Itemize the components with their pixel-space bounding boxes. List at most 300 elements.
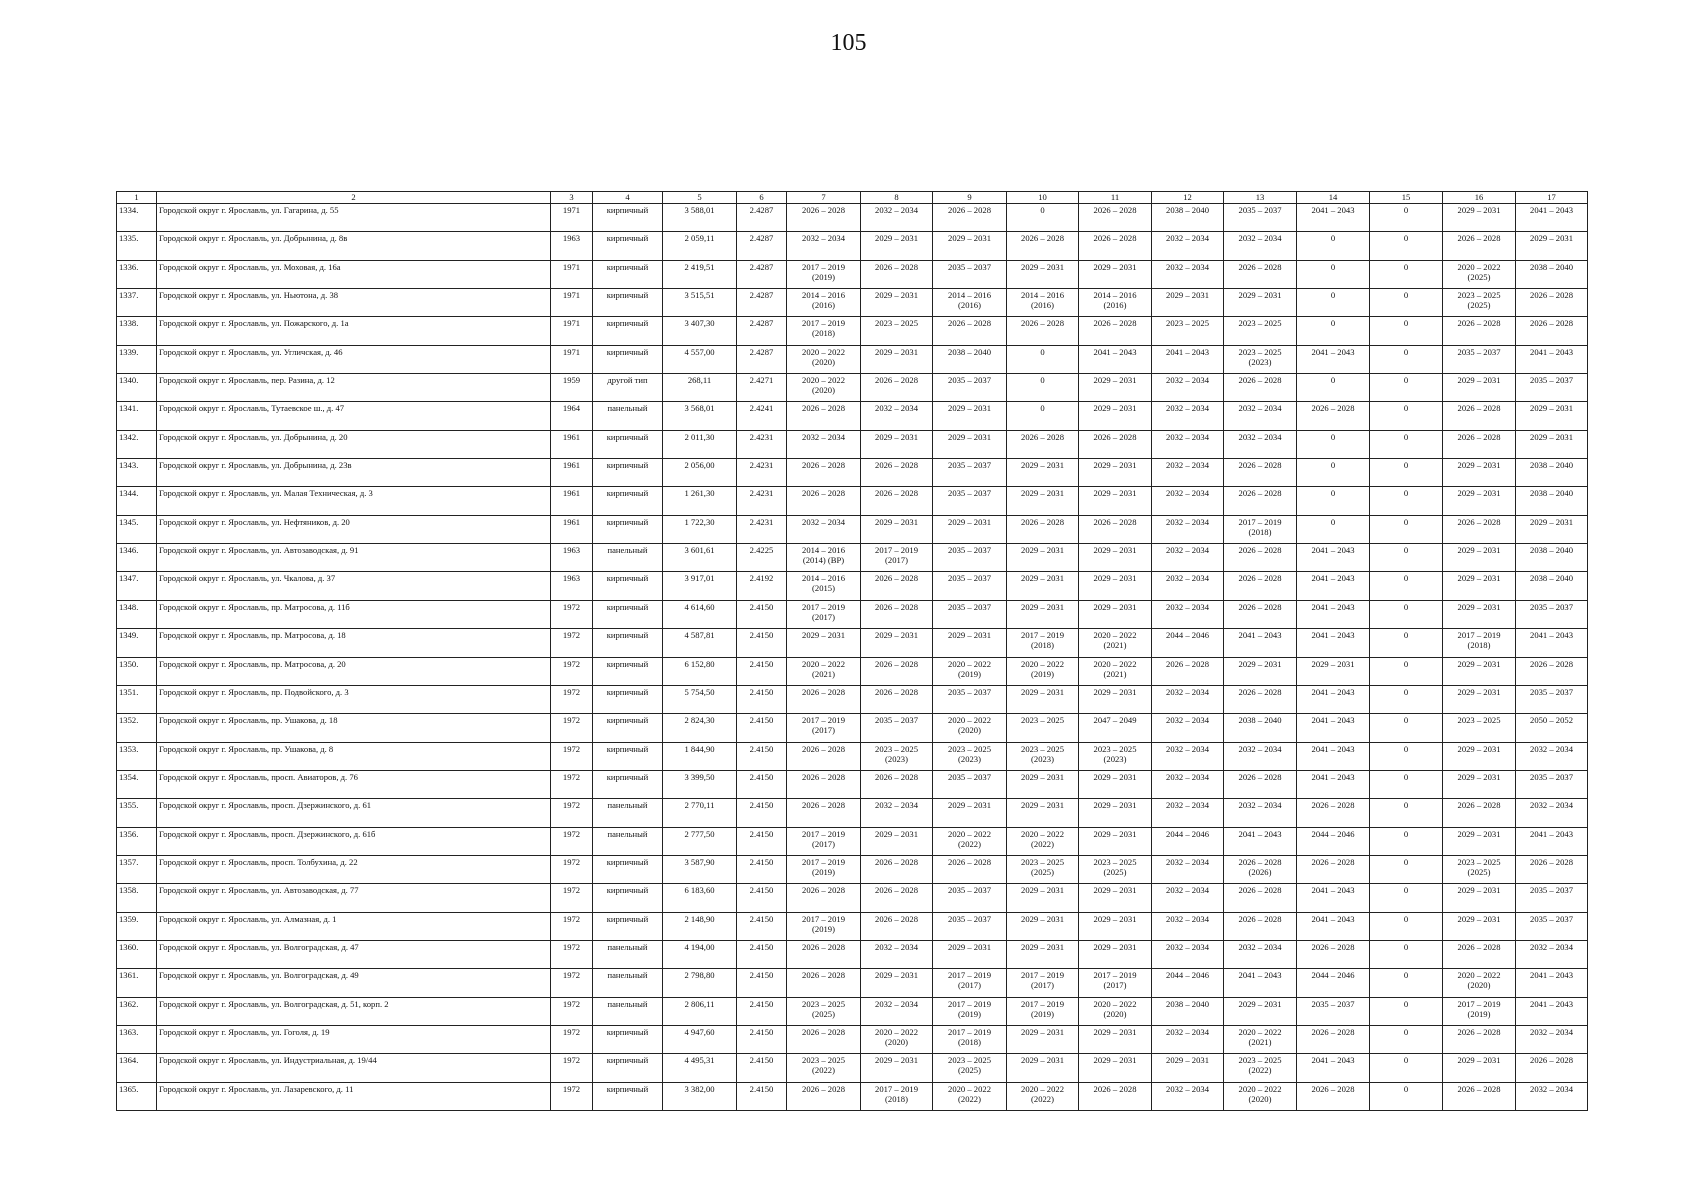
- column-header-5: 5: [663, 192, 737, 204]
- table-cell-col-12: [1152, 374, 1224, 402]
- cell-value: 2017 – 2019: [948, 998, 991, 1009]
- cell-value: 2026 – 2028: [1238, 261, 1282, 272]
- table-cell-col-16: [1443, 459, 1516, 487]
- table-cell-col-17: [1516, 260, 1588, 288]
- table-cell-col-17: [1516, 515, 1588, 543]
- cell-value: 2020 – 2022: [1021, 1083, 1064, 1094]
- cell-value: 2 798,80: [684, 970, 715, 981]
- column-header-11: 11: [1079, 192, 1152, 204]
- table-cell-col-6: [737, 1025, 787, 1053]
- table-cell-col-7: [787, 912, 861, 940]
- cell-value: 0: [1403, 290, 1409, 301]
- cell-value: 2017 – 2019: [875, 545, 918, 556]
- cell-value: 2041 – 2043: [1311, 545, 1355, 556]
- table-cell-col-17: [1516, 402, 1588, 430]
- cell-value: 2026 – 2028: [875, 686, 918, 697]
- table-cell-col-17: [1516, 685, 1588, 713]
- cell-value: 2029 – 2031: [948, 800, 991, 811]
- cell-value: 2041 – 2043: [1530, 970, 1573, 981]
- cell-value: Городской округ г. Ярославль, пер. Разина, д. 12: [159, 375, 335, 386]
- cell-value: 1972: [562, 856, 581, 867]
- cell-value: Городской округ г. Ярославль, ул. Малая Техническая, д. 3: [159, 488, 373, 499]
- cell-value: 1972: [562, 686, 581, 697]
- table-cell-col-16: [1443, 289, 1516, 317]
- cell-value: 0: [1403, 460, 1409, 471]
- cell-value: 1365.: [119, 1083, 139, 1094]
- cell-actual-year: (2025): [1467, 271, 1491, 282]
- table-cell-col-9: [933, 1082, 1007, 1110]
- cell-actual-year: (2022): [1248, 1065, 1272, 1076]
- table-cell-col-1: [117, 204, 157, 232]
- table-cell-col-2: [157, 770, 551, 798]
- cell-value: 4 614,60: [684, 601, 715, 612]
- table-row: [117, 260, 1588, 288]
- cell-value: кирпичный: [606, 488, 649, 499]
- cell-value: 1360.: [119, 941, 139, 952]
- cell-value: 2029 – 2031: [1093, 488, 1137, 499]
- table-cell-col-16: [1443, 884, 1516, 912]
- table-cell-col-15: [1370, 515, 1443, 543]
- table-cell-col-3: [551, 289, 593, 317]
- cell-value: 2032 – 2034: [1166, 403, 1209, 414]
- cell-value: панельный: [607, 970, 648, 981]
- cell-value: 0: [1403, 913, 1409, 924]
- cell-value: 2029 – 2031: [1311, 658, 1355, 669]
- cell-value: 2032 – 2034: [1530, 941, 1573, 952]
- table-cell-col-16: [1443, 742, 1516, 770]
- table-cell-col-7: [787, 515, 861, 543]
- table-cell-col-15: [1370, 260, 1443, 288]
- table-cell-col-15: [1370, 430, 1443, 458]
- cell-value: 2.4150: [749, 1083, 774, 1094]
- table-cell-col-4: [593, 515, 663, 543]
- cell-value: 2026 – 2028: [875, 375, 918, 386]
- table-cell-col-11: [1079, 374, 1152, 402]
- table-cell-col-10: [1007, 714, 1079, 742]
- cell-value: 2029 – 2031: [1457, 205, 1501, 215]
- cell-value: 2026 – 2028: [1021, 318, 1064, 329]
- table-cell-col-1: [117, 1054, 157, 1082]
- cell-value: панельный: [607, 545, 648, 556]
- cell-value: 0: [1403, 970, 1409, 981]
- table-cell-col-8: [861, 912, 933, 940]
- table-cell-col-6: [737, 1054, 787, 1082]
- cell-value: 1972: [562, 941, 581, 952]
- cell-value: 2029 – 2031: [1093, 913, 1137, 924]
- table-cell-col-6: [737, 430, 787, 458]
- cell-actual-year: (2019): [812, 866, 835, 877]
- table-cell-col-3: [551, 260, 593, 288]
- cell-value: 0: [1403, 545, 1409, 556]
- cell-value: 2029 – 2031: [1166, 1055, 1209, 1066]
- cell-value: 2029 – 2031: [1021, 1055, 1064, 1066]
- cell-value: 2035 – 2037: [948, 686, 991, 697]
- table-cell-col-4: [593, 317, 663, 345]
- table-cell-col-10: [1007, 629, 1079, 657]
- table-cell-col-10: [1007, 912, 1079, 940]
- table-cell-col-10: [1007, 459, 1079, 487]
- cell-value: кирпичный: [606, 261, 649, 272]
- cell-value: 2032 – 2034: [1166, 856, 1209, 867]
- table-cell-col-2: [157, 204, 551, 232]
- table-cell-col-14: [1297, 657, 1370, 685]
- cell-value: 2.4150: [749, 970, 774, 981]
- cell-value: 2 777,50: [684, 828, 715, 839]
- table-cell-col-13: [1224, 685, 1297, 713]
- cell-value: 2029 – 2031: [875, 1055, 918, 1066]
- cell-actual-year: (2018): [958, 1036, 981, 1047]
- cell-value: 2026 – 2028: [1530, 856, 1573, 867]
- table-cell-col-2: [157, 260, 551, 288]
- table-cell-col-9: [933, 714, 1007, 742]
- table-cell-col-2: [157, 289, 551, 317]
- cell-value: 2023 – 2025: [802, 1055, 845, 1066]
- table-cell-col-10: [1007, 657, 1079, 685]
- cell-value: 2029 – 2031: [948, 431, 991, 442]
- cell-value: 2029 – 2031: [875, 828, 918, 839]
- table-cell-col-2: [157, 430, 551, 458]
- cell-value: 1 722,30: [684, 516, 715, 527]
- cell-value: 2032 – 2034: [1166, 941, 1209, 952]
- table-cell-col-7: [787, 1025, 861, 1053]
- table-cell-col-13: [1224, 742, 1297, 770]
- cell-value: 2020 – 2022: [1238, 1026, 1282, 1037]
- table-cell-col-4: [593, 572, 663, 600]
- table-cell-col-3: [551, 969, 593, 997]
- cell-actual-year: (2022): [958, 838, 981, 849]
- table-cell-col-9: [933, 997, 1007, 1025]
- table-cell-col-16: [1443, 1054, 1516, 1082]
- table-cell-col-10: [1007, 204, 1079, 232]
- cell-value: 2026 – 2028: [1311, 403, 1355, 414]
- table-cell-col-16: [1443, 572, 1516, 600]
- table-cell-col-16: [1443, 204, 1516, 232]
- cell-value: 2.4150: [749, 1055, 774, 1066]
- cell-value: 2017 – 2019: [802, 828, 845, 839]
- table-cell-col-5: [663, 317, 737, 345]
- table-cell-col-8: [861, 940, 933, 968]
- cell-actual-year: (2022): [1031, 838, 1054, 849]
- table-cell-col-5: [663, 459, 737, 487]
- cell-value: 2032 – 2034: [1238, 743, 1282, 754]
- cell-value: 0: [1403, 630, 1409, 641]
- cell-value: 2.4150: [749, 686, 774, 697]
- cell-value: 2.4150: [749, 630, 774, 641]
- cell-actual-year: (2019): [958, 1008, 981, 1019]
- table-cell-col-16: [1443, 770, 1516, 798]
- cell-value: 0: [1040, 403, 1045, 414]
- table-cell-col-14: [1297, 289, 1370, 317]
- table-cell-col-1: [117, 912, 157, 940]
- cell-value: 1963: [562, 545, 581, 556]
- cell-value: 0: [1403, 261, 1409, 272]
- table-row: [117, 629, 1588, 657]
- cell-value: 2041 – 2043: [1311, 913, 1355, 924]
- table-cell-col-6: [737, 714, 787, 742]
- cell-value: Городской округ г. Ярославль, просп. Авиаторов, д. 76: [159, 771, 358, 782]
- table-cell-col-5: [663, 997, 737, 1025]
- table-cell-col-5: [663, 1054, 737, 1082]
- cell-actual-year: (2014) (ВР): [802, 555, 845, 566]
- cell-value: 2029 – 2031: [1093, 941, 1137, 952]
- cell-value: 2032 – 2034: [1238, 403, 1282, 414]
- cell-value: 0: [1403, 516, 1409, 527]
- cell-value: 2014 – 2016: [802, 573, 845, 584]
- table-cell-col-15: [1370, 345, 1443, 373]
- table-cell-col-11: [1079, 855, 1152, 883]
- table-cell-col-14: [1297, 855, 1370, 883]
- cell-value: 2032 – 2034: [1238, 941, 1282, 952]
- cell-value: 2020 – 2022: [802, 375, 845, 386]
- cell-value: 2026 – 2028: [948, 856, 991, 867]
- cell-value: 1972: [562, 743, 581, 754]
- table-cell-col-8: [861, 430, 933, 458]
- cell-value: 2029 – 2031: [1238, 658, 1282, 669]
- cell-value: 0: [1403, 658, 1409, 669]
- table-cell-col-7: [787, 600, 861, 628]
- cell-value: 2035 – 2037: [948, 771, 991, 782]
- table-row: [117, 430, 1588, 458]
- table-cell-col-10: [1007, 374, 1079, 402]
- cell-value: 2029 – 2031: [1093, 573, 1137, 584]
- cell-value: 2032 – 2034: [802, 233, 845, 244]
- table-cell-col-13: [1224, 940, 1297, 968]
- cell-value: кирпичный: [606, 290, 649, 301]
- cell-value: 2026 – 2028: [1457, 516, 1501, 527]
- table-cell-col-6: [737, 997, 787, 1025]
- cell-value: 2029 – 2031: [948, 516, 991, 527]
- table-cell-col-6: [737, 459, 787, 487]
- table-cell-col-2: [157, 544, 551, 572]
- cell-value: 2.4150: [749, 743, 774, 754]
- table-cell-col-8: [861, 459, 933, 487]
- cell-value: 2035 – 2037: [1311, 998, 1355, 1009]
- table-cell-col-4: [593, 430, 663, 458]
- table-cell-col-3: [551, 940, 593, 968]
- table-cell-col-3: [551, 1082, 593, 1110]
- cell-value: 2.4231: [749, 516, 774, 527]
- cell-value: 2029 – 2031: [1093, 601, 1137, 612]
- cell-value: 3 399,50: [684, 771, 715, 782]
- cell-value: 1972: [562, 601, 581, 612]
- cell-value: 0: [1403, 1055, 1409, 1066]
- cell-value: 0: [1330, 318, 1336, 329]
- cell-value: 2017 – 2019: [1457, 998, 1501, 1009]
- cell-value: 1961: [562, 431, 581, 442]
- cell-value: 4 947,60: [684, 1026, 715, 1037]
- table-cell-col-17: [1516, 345, 1588, 373]
- cell-actual-year: (2020): [812, 356, 835, 367]
- table-cell-col-3: [551, 487, 593, 515]
- cell-value: 2029 – 2031: [1457, 601, 1501, 612]
- cell-value: Городской округ г. Ярославль, ул. Гоголя, д. 19: [159, 1026, 330, 1037]
- table-cell-col-11: [1079, 572, 1152, 600]
- table-row: [117, 232, 1588, 260]
- cell-value: 1349.: [119, 630, 139, 641]
- table-cell-col-6: [737, 799, 787, 827]
- cell-value: 2032 – 2034: [1166, 601, 1209, 612]
- cell-value: кирпичный: [606, 346, 649, 357]
- table-cell-col-17: [1516, 629, 1588, 657]
- cell-value: 2020 – 2022: [948, 715, 991, 726]
- cell-value: 3 587,90: [684, 856, 715, 867]
- cell-value: 2017 – 2019: [1021, 970, 1064, 981]
- cell-value: 2032 – 2034: [1166, 516, 1209, 527]
- table-cell-col-14: [1297, 1082, 1370, 1110]
- table-cell-col-10: [1007, 515, 1079, 543]
- cell-actual-year: (2017): [812, 611, 835, 622]
- cell-value: 2.4287: [749, 233, 774, 244]
- cell-value: 2026 – 2028: [1238, 460, 1282, 471]
- cell-value: кирпичный: [606, 743, 649, 754]
- cell-actual-year: (2019): [812, 271, 835, 282]
- table-cell-col-5: [663, 600, 737, 628]
- cell-value: 2032 – 2034: [875, 800, 918, 811]
- cell-value: кирпичный: [606, 885, 649, 896]
- table-cell-col-13: [1224, 515, 1297, 543]
- cell-value: 2041 – 2043: [1530, 630, 1573, 641]
- cell-value: 1359.: [119, 913, 139, 924]
- table-row: [117, 289, 1588, 317]
- cell-value: 0: [1403, 318, 1409, 329]
- table-cell-col-4: [593, 374, 663, 402]
- table-cell-col-3: [551, 1025, 593, 1053]
- table-cell-col-4: [593, 487, 663, 515]
- cell-value: 2032 – 2034: [1166, 431, 1209, 442]
- cell-actual-year: (2016): [1031, 300, 1054, 311]
- cell-value: 1971: [562, 290, 581, 301]
- cell-value: 1361.: [119, 970, 139, 981]
- cell-value: 2032 – 2034: [1166, 885, 1209, 896]
- cell-value: 3 515,51: [684, 290, 715, 301]
- cell-actual-year: (2025): [812, 1008, 835, 1019]
- table-cell-col-9: [933, 629, 1007, 657]
- cell-actual-year: (2018): [1248, 526, 1272, 537]
- table-cell-col-12: [1152, 345, 1224, 373]
- cell-actual-year: (2021): [1103, 640, 1127, 651]
- column-header-2: 2: [157, 192, 551, 204]
- table-cell-col-5: [663, 685, 737, 713]
- table-cell-col-13: [1224, 714, 1297, 742]
- table-cell-col-12: [1152, 912, 1224, 940]
- table-cell-col-15: [1370, 629, 1443, 657]
- cell-value: 2029 – 2031: [1021, 885, 1064, 896]
- cell-value: Городской округ г. Ярославль, пр. Матросова, д. 11б: [159, 601, 350, 612]
- table-cell-col-16: [1443, 940, 1516, 968]
- table-cell-col-8: [861, 855, 933, 883]
- table-cell-col-12: [1152, 402, 1224, 430]
- table-cell-col-9: [933, 317, 1007, 345]
- table-cell-col-2: [157, 855, 551, 883]
- cell-value: Городской округ г. Ярославль, ул. Лазаревского, д. 11: [159, 1083, 354, 1094]
- cell-value: 2026 – 2028: [1457, 233, 1501, 244]
- table-cell-col-9: [933, 289, 1007, 317]
- cell-value: 3 407,30: [684, 318, 715, 329]
- cell-value: 2029 – 2031: [948, 403, 991, 414]
- cell-value: панельный: [607, 800, 648, 811]
- table-cell-col-2: [157, 884, 551, 912]
- cell-value: 2026 – 2028: [802, 743, 845, 754]
- table-row: [117, 1025, 1588, 1053]
- cell-value: 2026 – 2028: [1311, 941, 1355, 952]
- cell-value: 2017 – 2019: [948, 970, 991, 981]
- cell-value: 2023 – 2025: [948, 743, 991, 754]
- table-cell-col-6: [737, 204, 787, 232]
- cell-value: 2029 – 2031: [948, 941, 991, 952]
- cell-value: Городской округ г. Ярославль, ул. Добрынина, д. 20: [159, 431, 348, 442]
- table-cell-col-9: [933, 742, 1007, 770]
- table-cell-col-8: [861, 799, 933, 827]
- column-header-15: 15: [1370, 192, 1443, 204]
- table-cell-col-14: [1297, 204, 1370, 232]
- column-header-14: 14: [1297, 192, 1370, 204]
- table-cell-col-14: [1297, 487, 1370, 515]
- table-cell-col-8: [861, 487, 933, 515]
- cell-value: 0: [1403, 998, 1409, 1009]
- table-row: [117, 459, 1588, 487]
- table-cell-col-5: [663, 827, 737, 855]
- cell-value: 1340.: [119, 375, 139, 386]
- table-row: [117, 855, 1588, 883]
- table-cell-col-12: [1152, 600, 1224, 628]
- cell-value: 2032 – 2034: [802, 431, 845, 442]
- cell-value: 2041 – 2043: [1311, 743, 1355, 754]
- table-cell-col-5: [663, 770, 737, 798]
- cell-value: панельный: [607, 941, 648, 952]
- cell-value: 2026 – 2028: [802, 970, 845, 981]
- table-cell-col-16: [1443, 855, 1516, 883]
- cell-value: 2032 – 2034: [1166, 375, 1209, 386]
- cell-actual-year: (2016): [958, 300, 981, 311]
- table-cell-col-6: [737, 317, 787, 345]
- table-cell-col-16: [1443, 317, 1516, 345]
- table-cell-col-2: [157, 572, 551, 600]
- table-row: [117, 827, 1588, 855]
- table-cell-col-15: [1370, 544, 1443, 572]
- table-cell-col-8: [861, 544, 933, 572]
- cell-value: 2 148,90: [684, 913, 715, 924]
- cell-value: 0: [1403, 856, 1409, 867]
- cell-actual-year: (2021): [1248, 1036, 1272, 1047]
- cell-value: 2017 – 2019: [1457, 630, 1501, 641]
- cell-value: 0: [1403, 601, 1409, 612]
- table-cell-col-14: [1297, 685, 1370, 713]
- table-cell-col-8: [861, 1082, 933, 1110]
- cell-value: 2017 – 2019: [802, 913, 845, 924]
- cell-value: 2017 – 2019: [802, 715, 845, 726]
- table-row: [117, 374, 1588, 402]
- cell-value: 2023 – 2025: [1021, 715, 1064, 726]
- column-header-13: 13: [1224, 192, 1297, 204]
- cell-value: другой тип: [607, 375, 648, 386]
- table-cell-col-1: [117, 600, 157, 628]
- cell-value: 0: [1403, 1026, 1409, 1037]
- cell-value: 1334.: [119, 205, 139, 215]
- table-cell-col-15: [1370, 402, 1443, 430]
- table-cell-col-3: [551, 657, 593, 685]
- cell-value: 2035 – 2037: [948, 601, 991, 612]
- table-cell-col-2: [157, 997, 551, 1025]
- cell-value: 2029 – 2031: [1093, 545, 1137, 556]
- table-cell-col-14: [1297, 912, 1370, 940]
- cell-value: 2026 – 2028: [1238, 885, 1282, 896]
- cell-value: 2041 – 2043: [1166, 346, 1209, 357]
- cell-actual-year: (2023): [1031, 753, 1054, 764]
- cell-value: 1342.: [119, 431, 139, 442]
- table-cell-col-3: [551, 997, 593, 1025]
- cell-value: 0: [1403, 771, 1409, 782]
- cell-value: 2029 – 2031: [1021, 460, 1064, 471]
